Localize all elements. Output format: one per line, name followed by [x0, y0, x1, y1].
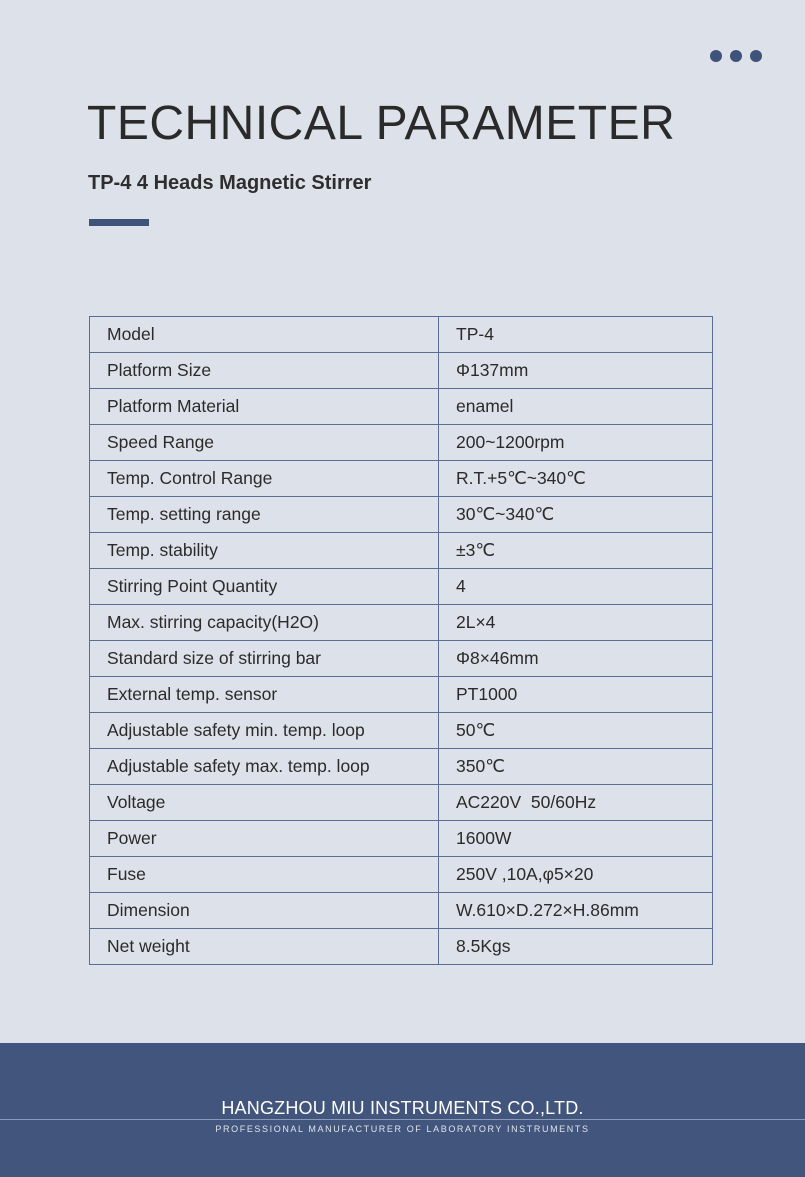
param-name: Temp. Control Range	[90, 461, 439, 497]
table-row	[90, 749, 713, 785]
table-row	[90, 641, 713, 677]
param-value: 350℃	[439, 749, 713, 785]
table-row	[90, 425, 713, 461]
param-value: 250V ,10A,φ5×20	[439, 857, 713, 893]
param-value: ±3℃	[439, 533, 713, 569]
param-name: Temp. setting range	[90, 497, 439, 533]
accent-bar	[89, 219, 149, 226]
company-name: HANGZHOU MIU INSTRUMENTS CO.,LTD.	[221, 1098, 584, 1118]
param-name: Max. stirring capacity(H2O)	[90, 605, 439, 641]
param-value: W.610×D.272×H.86mm	[439, 893, 713, 929]
param-name: Model	[90, 317, 439, 353]
dot	[750, 50, 762, 62]
param-value: 1600W	[439, 821, 713, 857]
company-tagline: PROFESSIONAL MANUFACTURER OF LABORATORY INSTRUMENTS	[215, 1124, 590, 1134]
table-row	[90, 461, 713, 497]
param-name: External temp. sensor	[90, 677, 439, 713]
param-name: Power	[90, 821, 439, 857]
param-value: enamel	[439, 389, 713, 425]
table-row	[90, 317, 713, 353]
dot	[730, 50, 742, 62]
param-name: Dimension	[90, 893, 439, 929]
table-row	[90, 533, 713, 569]
param-name: Speed Range	[90, 425, 439, 461]
param-value: Φ137mm	[439, 353, 713, 389]
param-value: R.T.+5℃~340℃	[439, 461, 713, 497]
table-row	[90, 785, 713, 821]
param-value: Φ8×46mm	[439, 641, 713, 677]
param-name: Platform Size	[90, 353, 439, 389]
table-row	[90, 929, 713, 965]
page-title: TECHNICAL PARAMETER	[87, 97, 676, 150]
param-value: 30℃~340℃	[439, 497, 713, 533]
table-row	[90, 857, 713, 893]
dot	[710, 50, 722, 62]
table-row	[90, 389, 713, 425]
param-name: Voltage	[90, 785, 439, 821]
param-value: TP-4	[439, 317, 713, 353]
more-dots-icon	[710, 50, 762, 62]
param-name: Platform Material	[90, 389, 439, 425]
param-value: 50℃	[439, 713, 713, 749]
footer-divider	[0, 1119, 805, 1120]
table-row	[90, 893, 713, 929]
param-value: 8.5Kgs	[439, 929, 713, 965]
footer-banner	[0, 1043, 805, 1177]
param-value: 2L×4	[439, 605, 713, 641]
param-value: 4	[439, 569, 713, 605]
table-row	[90, 569, 713, 605]
spec-table	[89, 316, 713, 965]
table-row	[90, 605, 713, 641]
param-name: Adjustable safety min. temp. loop	[90, 713, 439, 749]
param-name: Net weight	[90, 929, 439, 965]
param-value: PT1000	[439, 677, 713, 713]
table-row	[90, 821, 713, 857]
param-name: Standard size of stirring bar	[90, 641, 439, 677]
table-row	[90, 353, 713, 389]
param-name: Fuse	[90, 857, 439, 893]
param-value: 200~1200rpm	[439, 425, 713, 461]
param-name: Adjustable safety max. temp. loop	[90, 749, 439, 785]
table-row	[90, 677, 713, 713]
param-value: AC220V 50/60Hz	[439, 785, 713, 821]
table-row	[90, 713, 713, 749]
product-subtitle: TP-4 4 Heads Magnetic Stirrer	[88, 172, 372, 194]
param-name: Stirring Point Quantity	[90, 569, 439, 605]
param-name: Temp. stability	[90, 533, 439, 569]
table-row	[90, 497, 713, 533]
